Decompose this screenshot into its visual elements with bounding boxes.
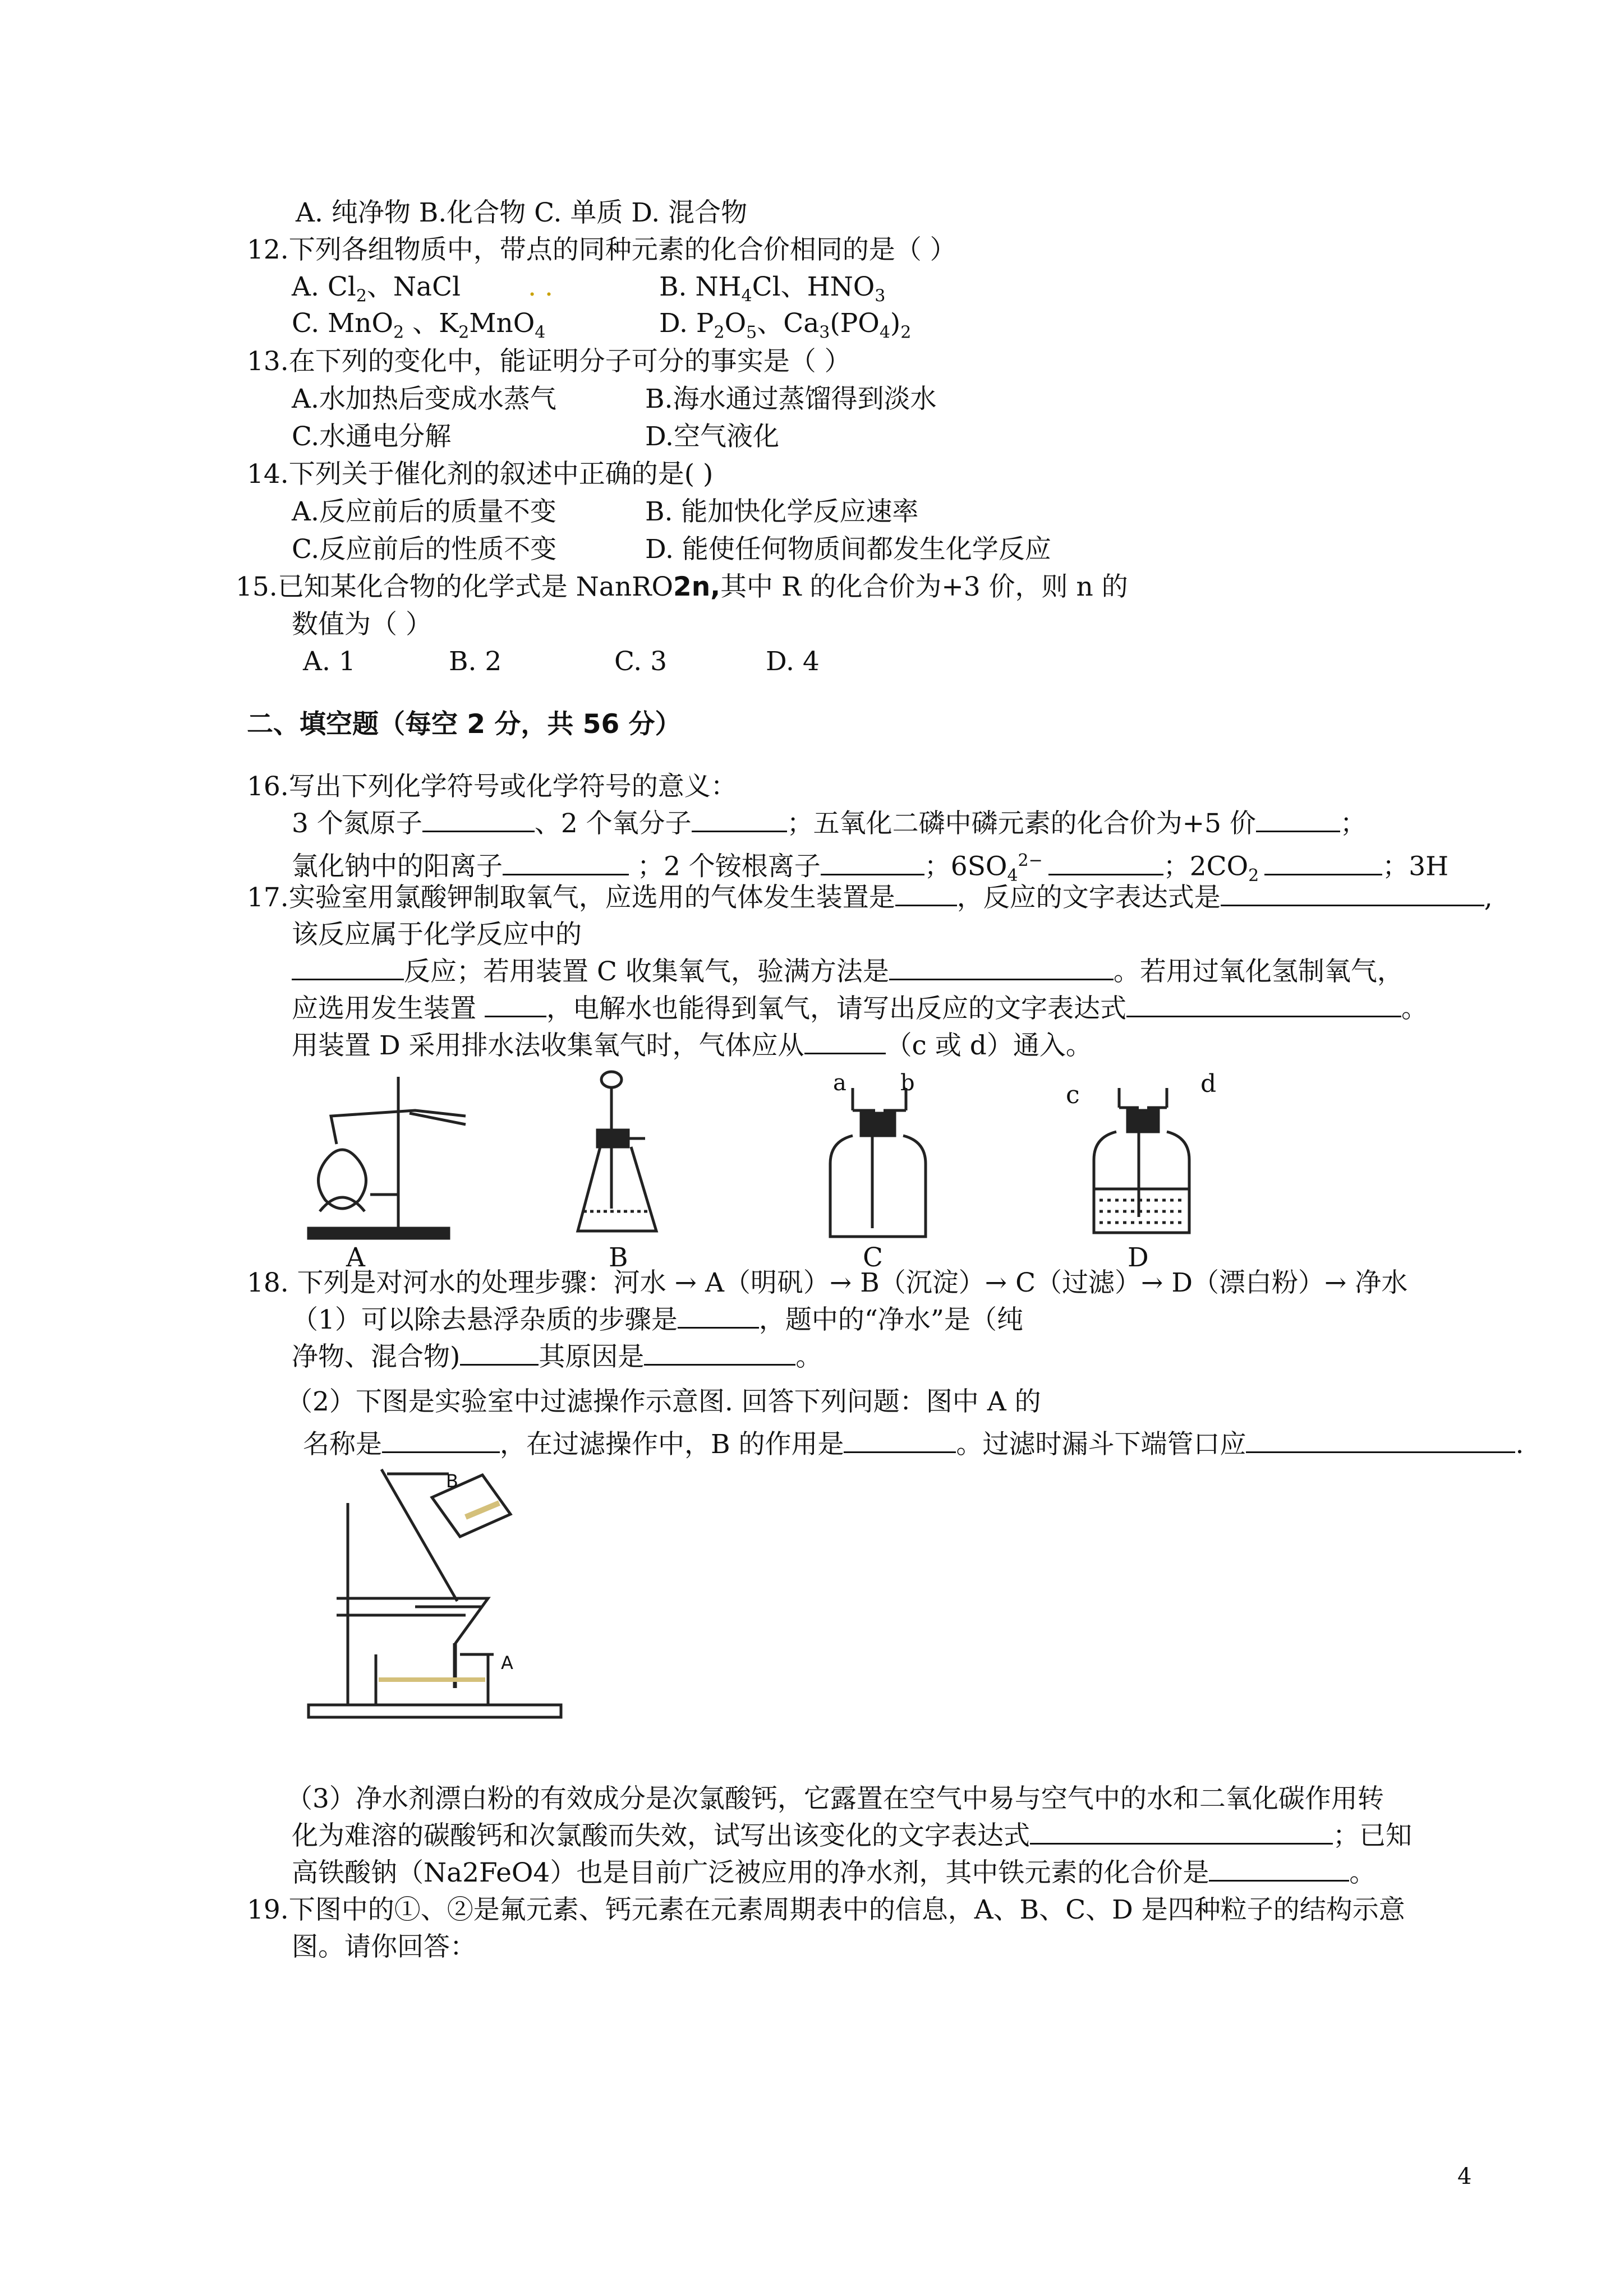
filtration-label-b: B [446,1470,458,1492]
q13-option-b: B.海水通过蒸馏得到淡水 [645,384,937,414]
q13-option-c: C.水通电分解 [292,421,452,452]
filtration-figure [303,1464,572,1727]
apparatus-c-figure [819,1082,942,1245]
filtration-label-a: A [501,1652,513,1673]
q12-option-a: A. $Cl_2$、NaCl . . [292,271,553,306]
q13-option-a: A.水加热后变成水蒸气 [292,384,556,414]
q16-stem: 16.写出下列化学符号或化学符号的意义： [247,771,737,802]
apparatus-a-figure [303,1066,482,1251]
q17-line-1: 17.实验室用氯酸钾制取氧气，应选用的气体发生装置是 ，反应的文字表达式是 , [247,882,1493,913]
q14-stem: 14.下列关于催化剂的叙述中正确的是( ) [247,459,714,490]
q18-part-1-line-2: 净物、混合物) 其原因是 。 [292,1341,822,1372]
q14-option-a: A.反应前后的质量不变 [292,496,556,527]
apparatus-b-label: B [609,1242,628,1273]
q15-stem-2: 数值为（ ） [292,609,432,640]
q18-part-2-line-2: 名称是 ，在过滤操作中，B 的作用是 。过滤时漏斗下端管口应 . [303,1429,1524,1460]
q12-option-d: D. $P_2O_5$、$Ca_3(PO_4)_2$ [659,308,912,343]
q14-option-c: C.反应前后的性质不变 [292,534,557,565]
q18-part-3-line-1: （3）净水剂漂白粉的有效成分是次氯酸钙，它露置在空气中易与空气中的水和二氧化碳作用转 [286,1783,1384,1814]
q12-stem: 12.下列各组物质中，带点的同种元素的化合价相同的是（ ） [247,234,956,265]
apparatus-d-figure [1083,1082,1206,1245]
q15-option-d: D. 4 [766,646,820,677]
q14-option-d: D. 能使任何物质间都发生化学反应 [645,534,1051,565]
q12-option-b: B. $NH_4Cl$、$HNO_3$ [659,271,886,306]
q18-part-3-line-2: 化为难溶的碳酸钙和次氯酸而失效，试写出该变化的文字表达式 ；已知 [292,1820,1412,1851]
apparatus-c-label: C [863,1242,883,1273]
apparatus-d-tube-d: d [1200,1069,1217,1098]
q19-line-1: 19.下图中的①、②是氟元素、钙元素在元素周期表中的信息，A、B、C、D 是四种粒子的结构示意 [247,1894,1405,1925]
q15-option-a: A. 1 [303,646,356,677]
q18-part-2-line-1: （2）下图是实验室中过滤操作示意图. 回答下列问题：图中 A 的 [286,1386,1041,1417]
section-2-heading: 二、填空题（每空 2 分，共 56 分） [247,709,682,740]
q15-option-b: B. 2 [449,646,502,677]
q14-option-b: B. 能加快化学反应速率 [645,496,919,527]
q13-option-d: D.空气液化 [645,421,779,452]
apparatus-c-tube-b: b [900,1070,915,1096]
q12-option-c: C. MnO$_2$ 、$K_2MnO_4$ [292,308,546,343]
apparatus-b-figure [567,1068,679,1248]
q16-line-1: 3 个氮原子 、2 个氧分子 ；五氧化二磷中磷元素的化合价为+5 价 ； [292,808,1367,839]
q18-stem: 18. 下列是对河水的处理步骤：河水 → A（明矾）→ B（沉淀）→ C（过滤）→ D（漂白粉）→ 净水 [247,1267,1408,1298]
q17-line-2: 该反应属于化学反应中的 [292,919,582,950]
q17-line-5: 用装置 D 采用排水法收集氧气时，气体应从 （c 或 d）通入。 [292,1030,1092,1061]
q15-option-c: C. 3 [614,646,668,677]
apparatus-c-tube-a: a [833,1070,846,1096]
q16-line-2: 氯化钠中的阳离子 ；2 个铵根离子 ；$6SO_4^{2-}$ ；$2CO_2$ ；3H [292,851,1449,886]
q19-line-2: 图。请你回答： [292,1931,476,1962]
q18-part-3-line-3: 高铁酸钠（Na2FeO4）也是目前广泛被应用的净水剂，其中铁元素的化合价是 。 [292,1857,1376,1888]
q18-part-1-line-1: （1）可以除去悬浮杂质的步骤是 ，题中的“净水”是（纯 [292,1304,1023,1335]
q13-stem: 13.在下列的变化中，能证明分子可分的事实是（ ） [247,346,851,377]
apparatus-d-tube-c: c [1066,1081,1080,1109]
page-number: 4 [1457,2164,1472,2189]
q15-stem: 15.已知某化合物的化学式是 NanRO2n,其中 R 的化合价为+3 价，则 n 的 [236,571,1128,602]
q17-line-3: 反应；若用装置 C 收集氧气，验满方法是 。若用过氧化氢制氧气， [292,956,1404,988]
apparatus-a-label: A [346,1242,365,1273]
q11-options: A. 纯净物 B.化合物 C. 单质 D. 混合物 [296,197,748,228]
q17-line-4: 应选用发生装置 ，电解水也能得到氧气，请写出反应的文字表达式 。 [292,993,1428,1024]
apparatus-d-label: D [1128,1242,1149,1273]
